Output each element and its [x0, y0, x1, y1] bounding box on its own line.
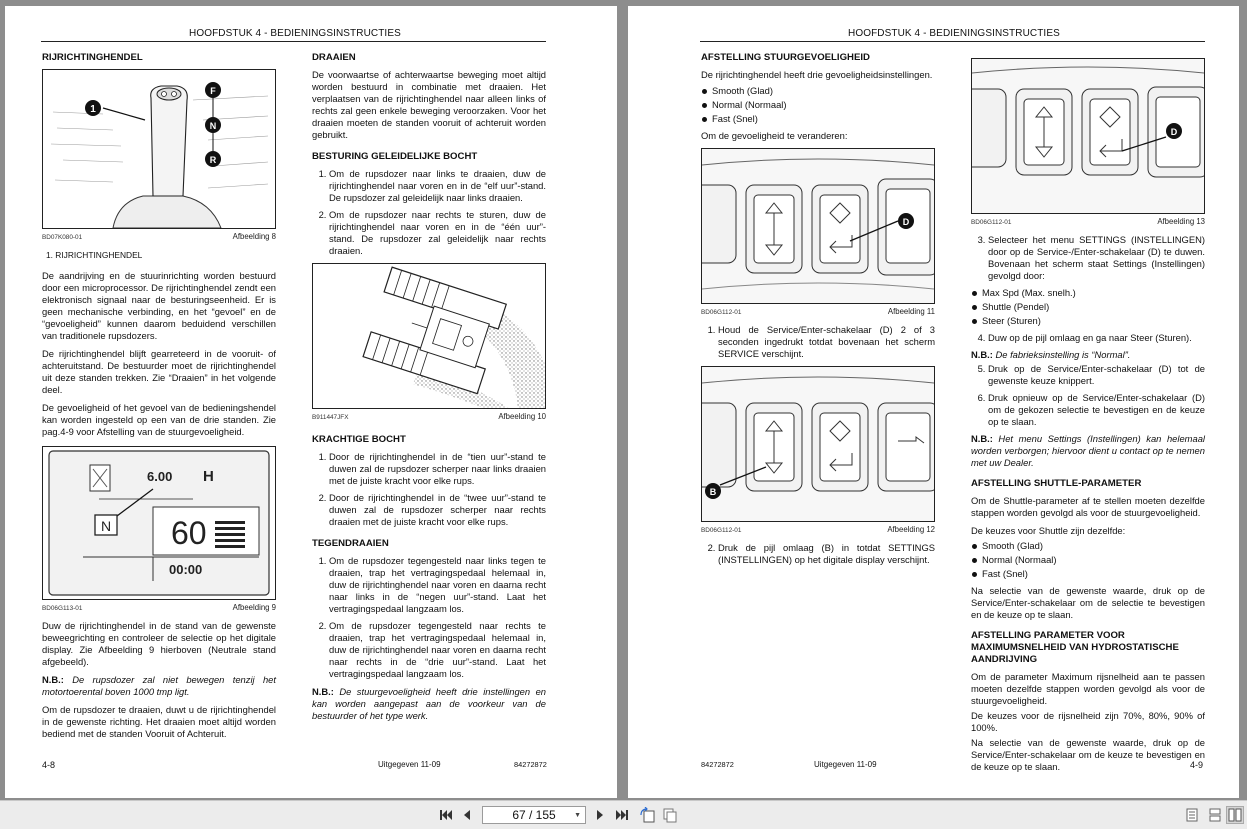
note-label: N.B.: [971, 349, 993, 360]
page-number: 4-9 [1190, 760, 1204, 770]
figure-code: BD07K080-01 [42, 234, 83, 241]
left-column-1 [42, 52, 276, 746]
figure-label: Afbeelding 13 [1157, 217, 1205, 226]
right-column-2 [971, 58, 1205, 779]
list-item: 3. Selecteer het menu SETTINGS (INSTELLINGEN) door op de Service-/Enter-schakelaar (D) te duwen. Bovenaan het scherm staat Settings (Instellingen) gevolgd door: [988, 234, 1205, 282]
figure-label: Afbeelding 10 [498, 412, 546, 421]
figure-code: BD06G112-01 [701, 527, 742, 534]
edition-date: Uitgegeven 11-09 [378, 760, 441, 769]
paragraph: De keuzes voor de rijsnelheid zijn 70%, 80%, 90% of 100%. [971, 710, 1205, 733]
note-label: N.B.: [42, 674, 64, 685]
list-item: 1. Door de rijrichtinghendel in de “tien uur”-stand te duwen zal de rupsdozer scherper naar links draaien met de juiste kracht voor elke rups. [329, 451, 546, 487]
list-item: Steer (Sturen) [971, 315, 1205, 327]
figure-10-turning-diagram [312, 263, 546, 409]
two-page-icon[interactable] [1207, 806, 1223, 824]
list-item: Shuttle (Pendel) [971, 301, 1205, 313]
page-number-select[interactable] [482, 806, 586, 824]
list-item: 2. Om de rupsdozer tegengesteld naar rechts te draaien, trap het vertragingspedaal helemaal in, duw de rijrichtinghendel naar voren en daarna recht naar rechts in de “drie uur”-stand. Laat het vertragingspedaal langzaam los. [329, 620, 546, 680]
bullet-list [971, 287, 1205, 327]
page-4-8 [5, 6, 617, 798]
header-rule [41, 41, 546, 42]
paragraph: De gevoeligheid of het gevoel van de bedieningshendel kan worden ingesteld op een van de drie standen. Zie pag.4-9 voor Afstelling van de stuurgevoeligheid. [42, 402, 276, 437]
callout-r: R [209, 155, 217, 165]
section-heading: KRACHTIGE BOCHT [312, 434, 406, 445]
note-text: Het menu Settings (Instellingen) kan helemaal worden verborgen; hiervoor dient u contact op te nemen met uw Dealer. [971, 433, 1205, 468]
section-heading: TEGENDRAAIEN [312, 538, 389, 549]
page-number: 4-8 [42, 760, 56, 770]
list-item: Fast (Snel) [701, 113, 935, 125]
steps-list [971, 234, 1205, 282]
figure-11-keypad [701, 148, 935, 304]
paragraph: Na selectie van de gewenste waarde, druk op de Service/Enter-schakelaar om de keuze te bevestigen en de keuze op te slaan. [971, 737, 1205, 772]
list-item: 2. Om de rupsdozer naar rechts te sturen, duw de rijrichtinghendel naar voren en in de “één uur”-stand. De rupsdozer zal geleidelijk naar rechts draaien. [329, 209, 546, 257]
paragraph: Om de gevoeligheid te veranderen: [701, 130, 848, 141]
list-item: 6. Druk opnieuw op de Service/Enter-schakelaar (D) om de gekozen selectie te bevestigen en de keuze op te slaan. [988, 392, 1205, 428]
figure-8-joystick [42, 69, 276, 229]
list-item: Fast (Snel) [971, 568, 1205, 580]
page-4-9 [628, 6, 1239, 798]
callout-b: B [709, 487, 717, 497]
list-item: 1. Om de rupsdozer tegengesteld naar links tegen te draaien, trap het vertragingspedaal helemaal in, duw de rijrichtinghendel naar voren en daarna recht naar links in de “negen uur”-stand. Laat het vertragingspedaal langzaam los. [329, 555, 546, 615]
chevron-down-icon: ▼ [574, 812, 581, 819]
section-heading: AFSTELLING STUURGEVOELIGHEID [701, 52, 870, 63]
callout-f: F [210, 86, 216, 96]
prev-page-icon[interactable] [459, 806, 475, 824]
list-item: Normal (Normaal) [971, 554, 1205, 566]
figure-label: Afbeelding 11 [887, 307, 935, 316]
list-item: 2. Door de rijrichtinghendel in de “twee uur”-stand te duwen zal de rupsdozer scherper naar rechts draaien met de juiste kracht voor elke rups. [329, 492, 546, 528]
right-column-1 [701, 52, 935, 572]
last-page-icon[interactable] [613, 806, 631, 824]
callout-d: D [1170, 127, 1178, 137]
section-heading: BESTURING GELEIDELIJKE BOCHT [312, 151, 478, 162]
figure-8-caption [42, 231, 276, 244]
paragraph: Om de Shuttle-parameter af te stellen moeten dezelfde stappen worden gevolgd als voor de stuurgevoeligheid. [971, 495, 1205, 518]
section-heading: AFSTELLING SHUTTLE-PARAMETER [971, 478, 1142, 489]
figure-code: BD06G112-01 [971, 219, 1012, 226]
note-text: De stuurgevoeligheid heeft drie instellingen en kan worden aangepast aan de voorkeur van de bestuurder of het type werk. [312, 686, 546, 721]
section-heading: DRAAIEN [312, 52, 356, 63]
figure-13-keypad [971, 58, 1205, 214]
figure-code: BD06G112-01 [701, 309, 742, 316]
note-text: De fabrieksinstelling is “Normal”. [992, 349, 1131, 360]
figure-11-caption [701, 306, 935, 319]
left-column-2 [312, 52, 546, 728]
list-item: Normal (Normaal) [701, 99, 935, 111]
next-page-icon[interactable] [592, 806, 608, 824]
paragraph: Om de rupsdozer te draaien, duwt u de rijrichtinghendel in de gewenste richting. Het draaien moet altijd worden bediend met de standen Vooruit of Achteruit. [42, 704, 276, 739]
document-number: 84272872 [701, 760, 734, 769]
list-item: Max Spd (Max. snelh.) [971, 287, 1205, 299]
note [971, 349, 1205, 361]
header-rule [700, 41, 1205, 42]
paragraph: Na selectie van de gewenste waarde, druk op de Service/Enter-schakelaar om de selectie te bevestigen en de keuze op te slaan. [971, 585, 1205, 620]
bullet-list [701, 85, 935, 125]
document-number: 84272872 [514, 760, 547, 769]
section-heading: AFSTELLING PARAMETER VOOR MAXIMUMSNELHEID VAN HYDROSTATISCHE AANDRIJVING [971, 630, 1179, 665]
hours-unit: H [203, 468, 214, 485]
figure-9-caption [42, 602, 276, 615]
steps-list [312, 168, 546, 257]
paragraph: De voorwaartse of achterwaartse beweging moet altijd worden bestuurd in combinatie met draaien. Het verplaatsen van de rijrichtinghendel naar alleen links of rechts zal geen enkele beweging veroorzaken. Voor het draaien moeten de standen vooruit of achteruit worden gebruikt. [312, 69, 546, 140]
figure-legend: 1. RIJRICHTINGHENDEL [46, 250, 143, 260]
figure-code: BD06G113-01 [42, 605, 83, 612]
steps-list [312, 451, 546, 528]
figure-12-caption [701, 524, 935, 537]
edition-date: Uitgegeven 11-09 [814, 760, 877, 769]
section-heading: RIJRICHTINGHENDEL [42, 52, 143, 63]
figure-13-caption [971, 216, 1205, 229]
copy-icon[interactable] [661, 806, 679, 824]
callout-n: N [209, 121, 217, 131]
gear-indicator: N [100, 518, 112, 534]
page-indicator: 67 / 155 [512, 808, 556, 822]
figure-label: Afbeelding 9 [232, 603, 276, 612]
rotate-icon[interactable] [638, 806, 656, 824]
clock-value: 00:00 [169, 562, 203, 577]
paragraph: Duw de rijrichtinghendel in de stand van de gewenste beweegrichting en controleer de selectie op het digitale display. Zie Afbeelding 9 hierboven (Neutrale stand afgebeeld). [42, 620, 276, 667]
chapter-header: HOOFDSTUK 4 - BEDIENINGSINSTRUCTIES [189, 28, 401, 39]
paragraph: De keuzes voor Shuttle zijn dezelfde: [971, 525, 1126, 536]
note [971, 433, 1205, 469]
paragraph: De rijrichtinghendel blijft gearreteerd in de vooruit- of achteruitstand. De bestuurder moet de rijrichtinghendel uit deze standen trekken. Zie “Draaien” in het volgende deel. [42, 348, 276, 395]
list-item: Smooth (Glad) [971, 540, 1205, 552]
first-page-icon[interactable] [437, 806, 455, 824]
paragraph: De aandrijving en de stuurinrichting worden bestuurd door een microprocessor. De rijrichtinghendel zendt een elektronisch signaal naar de besturingseenheid. Er is geen mechanische verbinding, en het “gevoel” en de “gevoeligheid” kunnen daarom beduidend verschillen van traditionele rupsdozers. [42, 270, 276, 341]
figure-9-display [42, 446, 276, 600]
list-item: 1. Om de rupsdozer naar links te draaien, duw de rijrichtinghendel naar voren en in de “elf uur”-stand. De rupsdozer zal geleidelijk naar links draaien. [329, 168, 546, 204]
callout-d: D [902, 217, 910, 227]
steps-list [971, 332, 1205, 344]
figure-label: Afbeelding 8 [232, 232, 276, 241]
single-page-icon[interactable] [1184, 806, 1200, 824]
list-item: 1. Houd de Service/Enter-schakelaar (D) 2 of 3 seconden ingedrukt totdat bovenaan het scherm SERVICE verschijnt. [718, 324, 935, 360]
steps-list [701, 542, 935, 566]
callout-1: 1 [90, 104, 96, 115]
list-item: 2. Druk de pijl omlaag (B) in totdat SETTINGS (INSTELLINGEN) op het digitale display verschijnt. [718, 542, 935, 566]
figure-code: B911447JFX [312, 414, 349, 421]
paragraph: De rijrichtinghendel heeft drie gevoeligheidsinstellingen. [701, 69, 933, 80]
spread-icon[interactable] [1226, 806, 1244, 824]
note [312, 686, 546, 722]
steps-list [312, 555, 546, 680]
steps-list [701, 324, 935, 360]
list-item: 4. Duw op de pijl omlaag en ga naar Steer (Sturen). [988, 332, 1205, 344]
viewer-toolbar [0, 800, 1247, 829]
figure-10-caption [312, 411, 546, 424]
list-item: 5. Druk op de Service/Enter-schakelaar (D) tot de gewenste keuze knippert. [988, 363, 1205, 387]
note-text: De rupsdozer zal niet bewegen tenzij het motortoerental boven 1000 tmp ligt. [42, 674, 276, 697]
steps-list [971, 363, 1205, 428]
hours-value: 6.00 [147, 469, 173, 484]
list-item: Smooth (Glad) [701, 85, 935, 97]
bullet-list [971, 540, 1205, 580]
figure-label: Afbeelding 12 [887, 525, 935, 534]
chapter-header: HOOFDSTUK 4 - BEDIENINGSINSTRUCTIES [848, 28, 1060, 39]
speed-value: 60 [171, 515, 207, 551]
note-label: N.B.: [971, 433, 993, 444]
paragraph: Om de parameter Maximum rijsnelheid aan te passen moeten dezelfde stappen worden gevolgd als voor de stuurgevoeligheid. [971, 671, 1205, 706]
note [42, 674, 276, 698]
note-label: N.B.: [312, 686, 334, 697]
figure-12-keypad [701, 366, 935, 522]
